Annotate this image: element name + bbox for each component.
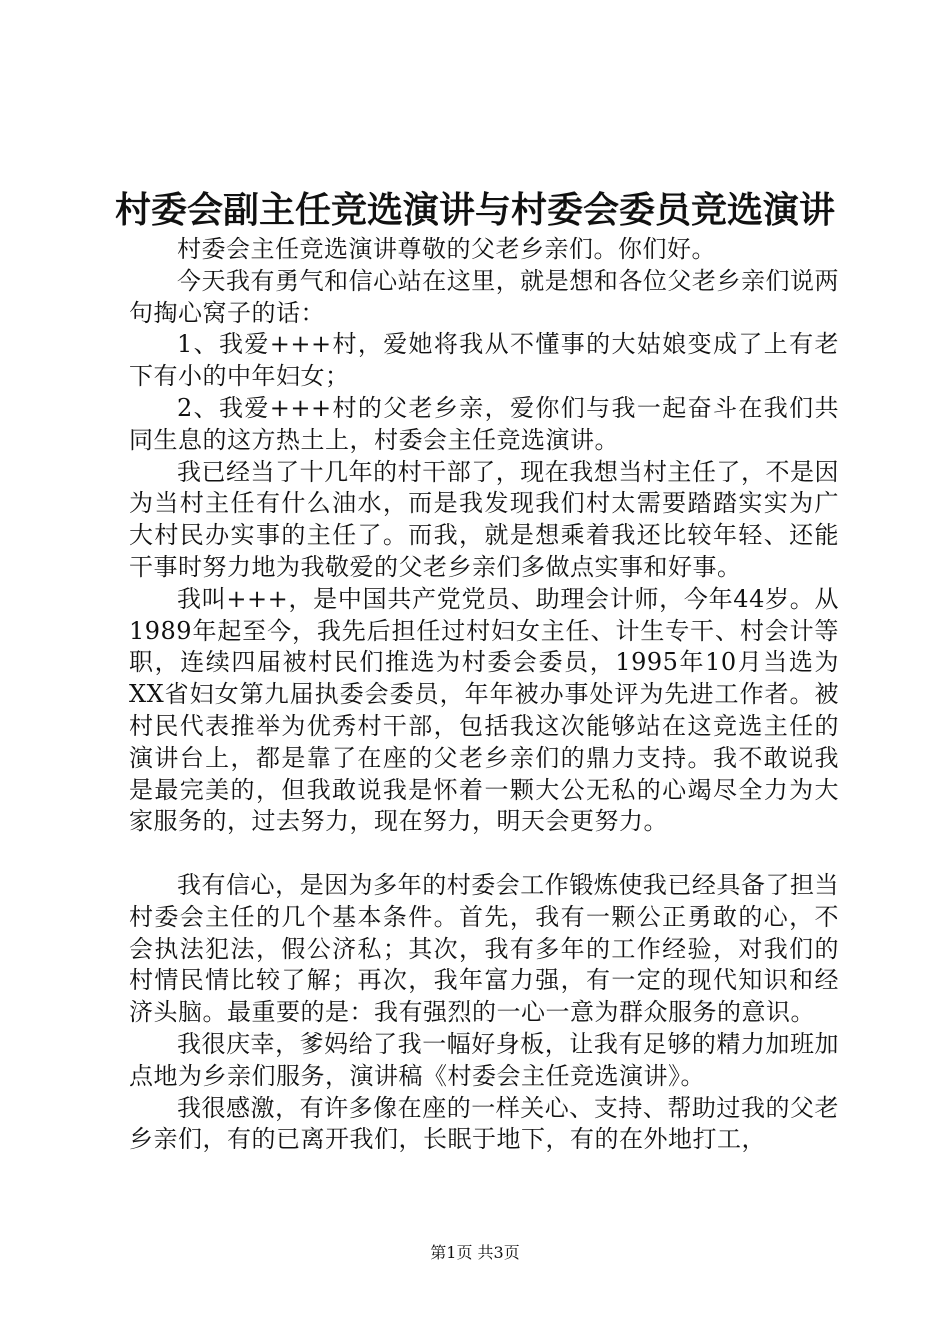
page-footer xyxy=(0,1242,950,1264)
paragraph: 我很庆幸，爹妈给了我一幅好身板，让我有足够的精力加班加点地为乡亲们服务，演讲稿《村委会主任竞选演讲》。 xyxy=(129,1029,839,1090)
document-body xyxy=(129,234,839,1156)
paragraph: 我很感激，有许多像在座的一样关心、支持、帮助过我的父老乡亲们，有的已离开我们，长眠于地下，有的在外地打工， xyxy=(129,1093,839,1154)
paragraph: 2、我爱+++村的父老乡亲，爱你们与我一起奋斗在我们共同生息的这方热土上，村委会主任竞选演讲。 xyxy=(129,393,839,454)
paragraph: 今天我有勇气和信心站在这里，就是想和各位父老乡亲们说两句掏心窝子的话： xyxy=(129,266,839,327)
paragraph: 我有信心，是因为多年的村委会工作锻炼使我已经具备了担当村委会主任的几个基本条件。首先，我有一颗公正勇敢的心，不会执法犯法，假公济私；其次，我有多年的工作经验，对我们的村情民情比较了解；再次，我年富力强，有一定的现代知识和经济头脑。最重要的是：我有强烈的一心一意为群众服务的意识。 xyxy=(129,870,839,1027)
paragraph: 我已经当了十几年的村干部了，现在我想当村主任了，不是因为当村主任有什么油水，而是我发现我们村太需要踏踏实实为广大村民办实事的主任了。而我，就是想乘着我还比较年轻、还能干事时努力地为我敬爱的父老乡亲们多做点实事和好事。 xyxy=(129,457,839,581)
paragraph: 我叫+++，是中国共产党党员、助理会计师，今年44岁。从1989年起至今，我先后担任过村妇女主任、计生专干、村会计等职，连续四届被村民们推选为村委会委员，1995年10月当选为XX省妇女第九届执委会委员，年年被办事处评为先进工作者。被村民代表推举为优秀村干部，包括我这次能够站在这竞选主任的演讲台上，都是靠了在座的父老乡亲们的鼎力支持。我不敢说我是最完美的，但我敢说我是怀着一颗大公无私的心竭尽全力为大家服务的，过去努力，现在努力，明天会更努力。 xyxy=(129,584,839,836)
paragraph: 村委会主任竞选演讲尊敬的父老乡亲们。你们好。 xyxy=(177,235,716,263)
document-title: 村委会副主任竞选演讲与村委会委员竞选演讲 xyxy=(114,189,835,231)
page-number: 第1页 共3页 xyxy=(430,1243,520,1262)
paragraph: 1、我爱+++村，爱她将我从不懂事的大姑娘变成了上有老下有小的中年妇女； xyxy=(129,330,839,391)
